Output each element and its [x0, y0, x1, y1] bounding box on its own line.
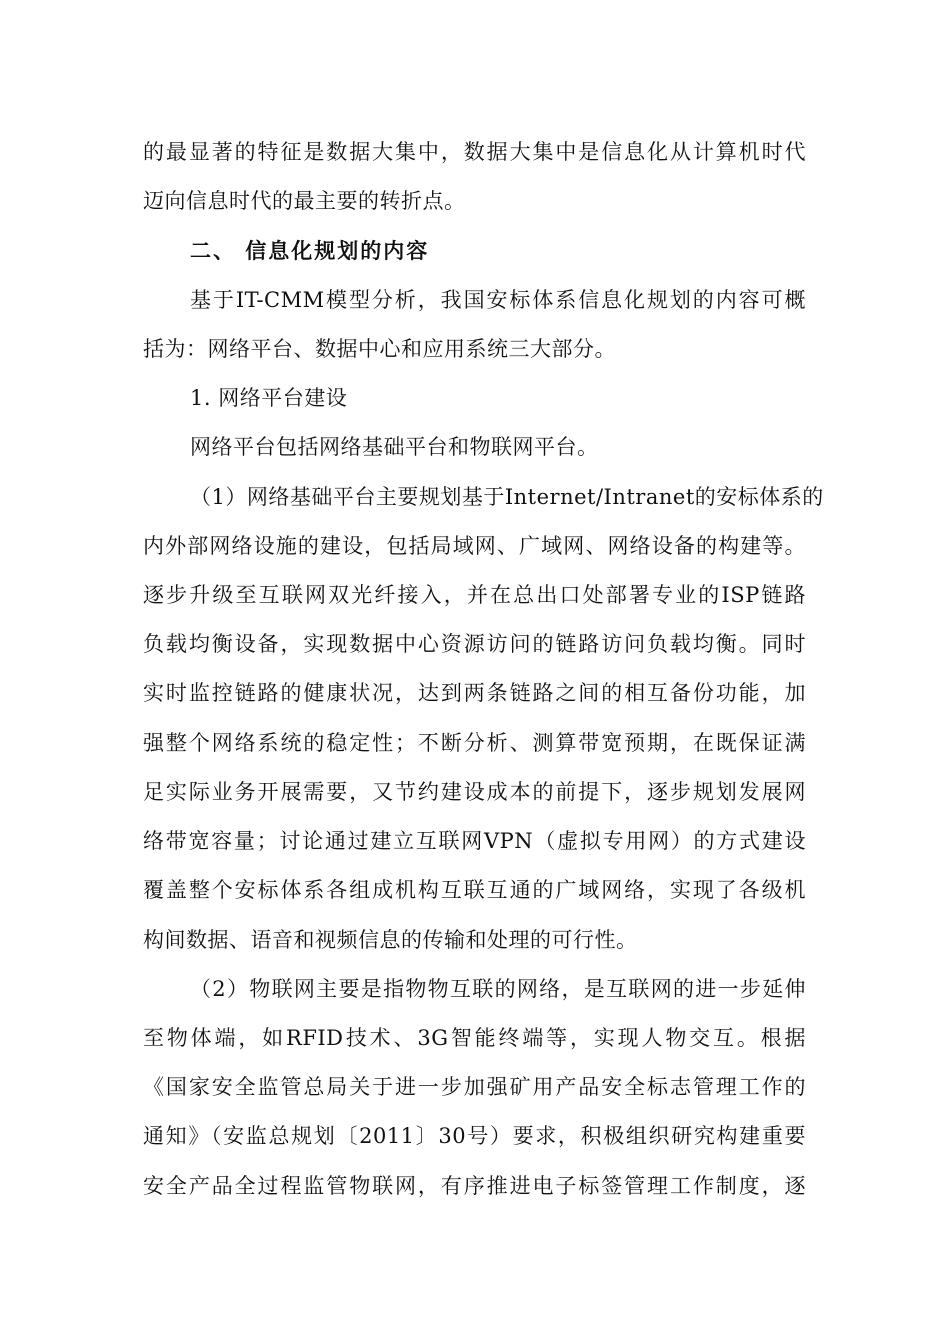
- body-text-line: （2）物联网主要是指物物互联的网络，是互联网的进一步延伸: [190, 977, 806, 1001]
- body-text-line: 逐步升级至互联网双光纤接入，并在总出口处部署专业的ISP链路: [143, 583, 806, 607]
- body-text-line: 安全产品全过程监管物联网，有序推进电子标签管理工作制度，逐: [143, 1174, 806, 1198]
- body-text-line: 足实际业务开展需要，又节约建设成本的前提下，逐步规划发展网: [143, 780, 806, 804]
- body-text-line: 络带宽容量；讨论通过建立互联网VPN（虚拟专用网）的方式建设: [143, 829, 806, 853]
- body-text-line: 的最显著的特征是数据大集中，数据大集中是信息化从计算机时代: [143, 140, 806, 164]
- body-text-line: 基于IT-CMM模型分析，我国安标体系信息化规划的内容可概: [190, 288, 806, 312]
- body-text-line: 《国家安全监管总局关于进一步加强矿用产品安全标志管理工作的: [143, 1075, 806, 1099]
- body-text-line: 括为：网络平台、数据中心和应用系统三大部分。: [143, 337, 616, 361]
- body-text-line: 迈向信息时代的最主要的转折点。: [143, 189, 466, 213]
- body-text-line: 构间数据、语音和视频信息的传输和处理的可行性。: [143, 928, 638, 952]
- body-text-line: 实时监控链路的健康状况，达到两条链路之间的相互备份功能，加: [143, 681, 806, 705]
- body-text-line: 通知》（安监总规划〔2011〕30号）要求，积极组织研究构建重要: [143, 1124, 806, 1148]
- body-text-line: 负载均衡设备，实现数据中心资源访问的链路访问负载均衡。同时: [143, 632, 806, 656]
- section-heading: 二、 信息化规划的内容: [190, 238, 430, 263]
- body-text-line: 覆盖整个安标体系各组成机构互联互通的广域网络，实现了各级机: [143, 878, 806, 902]
- body-text-line: 网络平台包括网络基础平台和物联网平台。: [190, 435, 599, 459]
- body-text-line: 内外部网络设施的建设，包括局域网、广域网、网络设备的构建等。: [143, 534, 806, 558]
- body-text-line: （1）网络基础平台主要规划基于Internet/Intranet的安标体系的: [190, 485, 824, 509]
- subsection-heading: 1. 网络平台建设: [190, 386, 348, 410]
- body-text-line: 至物体端，如RFID技术、3G智能终端等，实现人物交互。根据: [143, 1026, 806, 1050]
- body-text-line: 强整个网络系统的稳定性；不断分析、测算带宽预期，在既保证满: [143, 731, 806, 755]
